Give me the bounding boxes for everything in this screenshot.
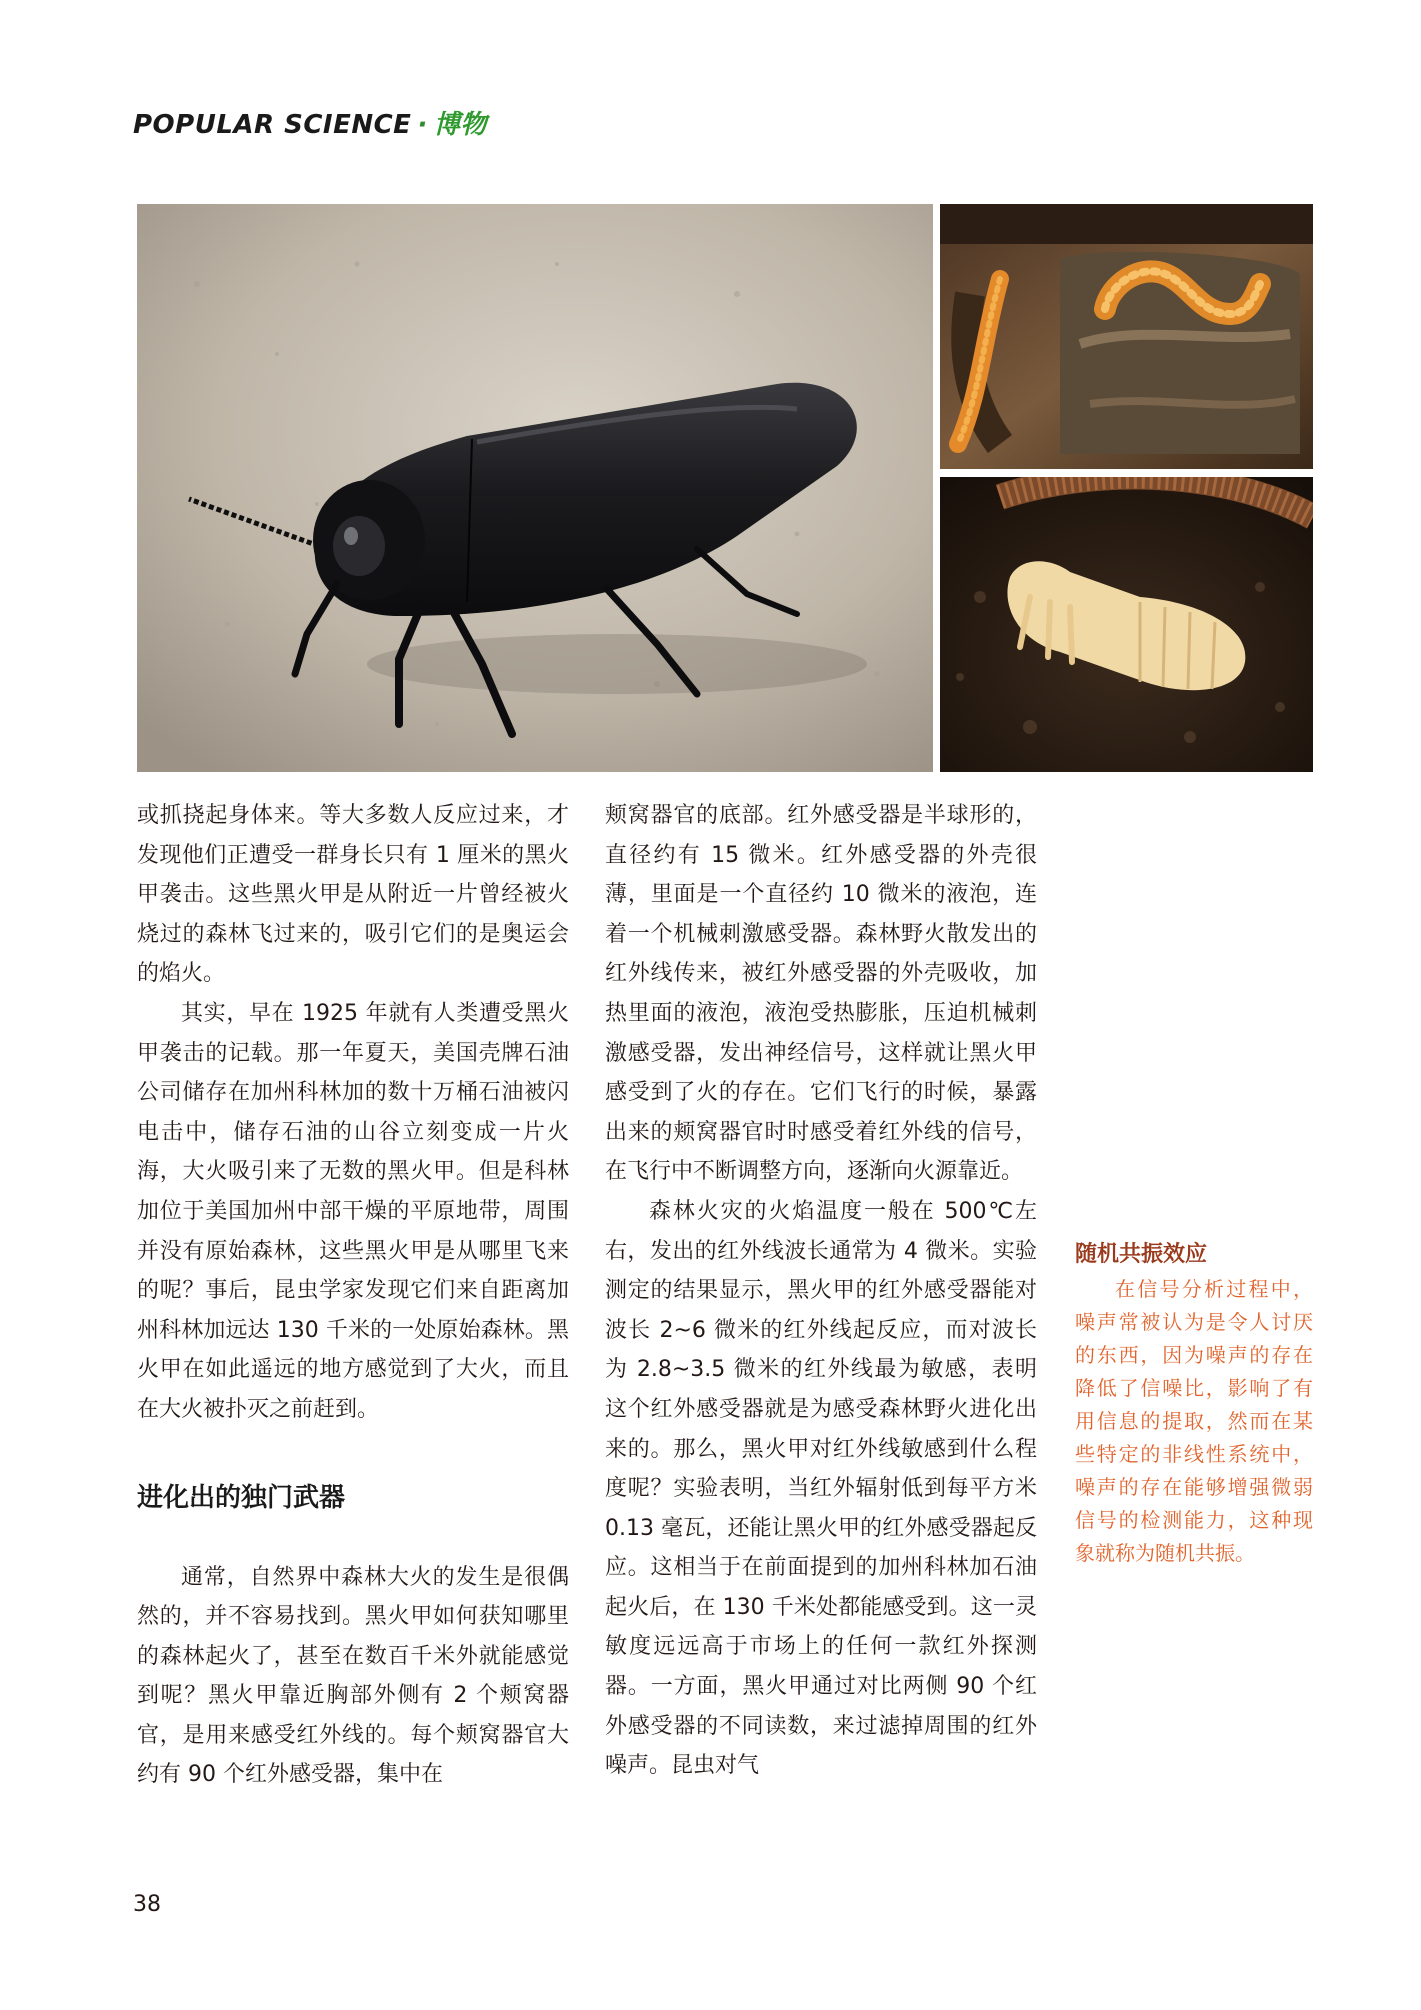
- header-separator: ·: [417, 110, 428, 140]
- paragraph: 或抓挠起身体来。等大多数人反应过来，才发现他们正遭受一群身长只有 1 厘米的黑火甲袭击。这些黑火甲是从附近一片曾经被火烧过的森林飞过来的，吸引它们的是奥运会的焰火。: [137, 803, 569, 987]
- paragraph: 其实，早在 1925 年就有人类遭受黑火甲袭击的记载。那一年夏天，美国壳牌石油公司储存在加州科林加的数十万桶石油被闪电击中，储存石油的山谷立刻变成一片火海，大火吸引来了无数的黑火甲。但是科林加位于美国加州中部干燥的平原地带，周围并没有原始森林，这些黑火甲是从哪里飞来的呢？事后，昆虫学家发现它们来自距离加州科林加远达 130 千米的一处原始森林。黑火甲在如此遥远的地方感觉到了大火，而且在大火被扑灭之前赶到。: [137, 1000, 569, 1422]
- section-heading: 进化出的独门武器: [137, 1482, 346, 1513]
- article-column-middle: [605, 796, 1037, 1786]
- pupa-in-soil-photo: [940, 477, 1313, 772]
- beetle-illustration: [137, 204, 933, 772]
- magazine-header: [133, 104, 487, 138]
- sidebar-body: 在信号分析过程中，噪声常被认为是令人讨厌的东西，因为噪声的存在降低了信噪比，影响了有用信息的提取，然而在某些特定的非线性系统中，噪声的存在能够增强微弱信号的检测能力，这种现象就称为随机共振。: [1075, 1277, 1313, 1565]
- larvae-illustration: [940, 204, 1313, 469]
- article-column-left: [137, 796, 569, 1795]
- section-name: 博物: [433, 110, 487, 140]
- page-number: 38: [133, 1892, 161, 1917]
- sidebar-title: 随机共振效应: [1075, 1242, 1208, 1267]
- magazine-name: POPULAR SCIENCE: [133, 110, 412, 140]
- sidebar-note: [1075, 1238, 1313, 1570]
- paragraph: 森林火灾的火焰温度一般在 500℃左右，发出的红外线波长通常为 4 微米。实验测定的结果显示，黑火甲的红外感受器能对波长 2~6 微米的红外线起反应，而对波长为 2.8~3.5 微米的红外线最为敏感，表明这个红外感受器就是为感受森林野火进化出来的。那么，黑火甲对红外线敏感到什么程度呢？实验表明，当红外辐射低到每平方米 0.13 毫瓦，还能让黑火甲的红外感受器起反应。这相当于在前面提到的加州科林加石油起火后，在 130 千米处都能感受到。这一灵敏度远远高于市场上的任何一款红外探测器。一方面，黑火甲通过对比两侧 90 个红外感受器的不同读数，来过滤掉周围的红外噪声。昆虫对气: [605, 1198, 1037, 1779]
- pupa-illustration: [940, 477, 1313, 772]
- paragraph: 颊窝器官的底部。红外感受器是半球形的，直径约有 15 微米。红外感受器的外壳很薄，里面是一个直径约 10 微米的液泡，连着一个机械刺激感受器。森林野火散发出的红外线传来，被红外感受器的外壳吸收，加热里面的液泡，液泡受热膨胀，压迫机械刺激感受器，发出神经信号，这样就让黑火甲感受到了火的存在。它们飞行的时候，暴露出来的颊窝器官时时感受着红外线的信号，在飞行中不断调整方向，逐渐向火源靠近。: [605, 803, 1037, 1185]
- black-fire-beetle-photo: [137, 204, 933, 772]
- larvae-in-wood-photo: [940, 204, 1313, 469]
- paragraph: 通常，自然界中森林大火的发生是很偶然的，并不容易找到。黑火甲如何获知哪里的森林起火了，甚至在数百千米外就能感觉到呢？黑火甲靠近胸部外侧有 2 个颊窝器官，是用来感受红外线的。每个颊窝器官大约有 90 个红外感受器，集中在: [137, 1564, 569, 1788]
